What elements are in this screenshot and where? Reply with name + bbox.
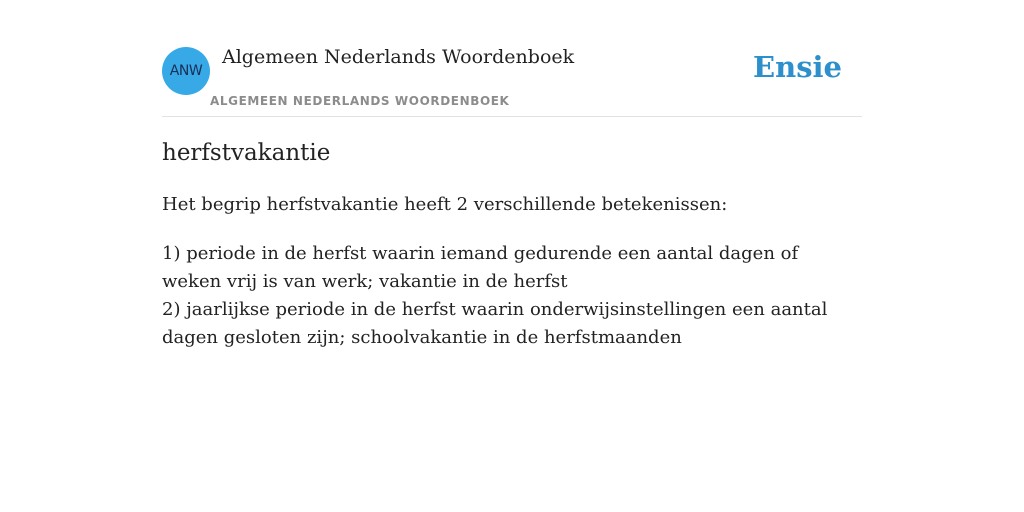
- meaning-item: 1) periode in de herfst waarin iemand gedurende een aantal dagen of weken vrij is van werk; vakantie in de herfst: [162, 243, 799, 292]
- site-subtitle: ALGEMEEN NEDERLANDS WOORDENBOEK: [210, 94, 510, 108]
- page-title: herfstvakantie: [162, 140, 331, 166]
- site-title[interactable]: Algemeen Nederlands Woordenboek: [222, 46, 575, 68]
- definition-intro: Het begrip herfstvakantie heeft 2 verschillende betekenissen:: [162, 194, 728, 215]
- ensie-brand-logo[interactable]: Ensie: [753, 50, 842, 84]
- page: [162, 0, 862, 348]
- anw-logo[interactable]: [162, 47, 210, 95]
- meaning-item: 2) jaarlijkse periode in de herfst waarin onderwijsinstellingen een aantal dagen gesloten zijn; schoolvakantie in de herfstmaanden: [162, 299, 828, 348]
- logo-text: ANW: [169, 63, 203, 79]
- site-header: [162, 0, 862, 117]
- meanings-list: [162, 240, 862, 352]
